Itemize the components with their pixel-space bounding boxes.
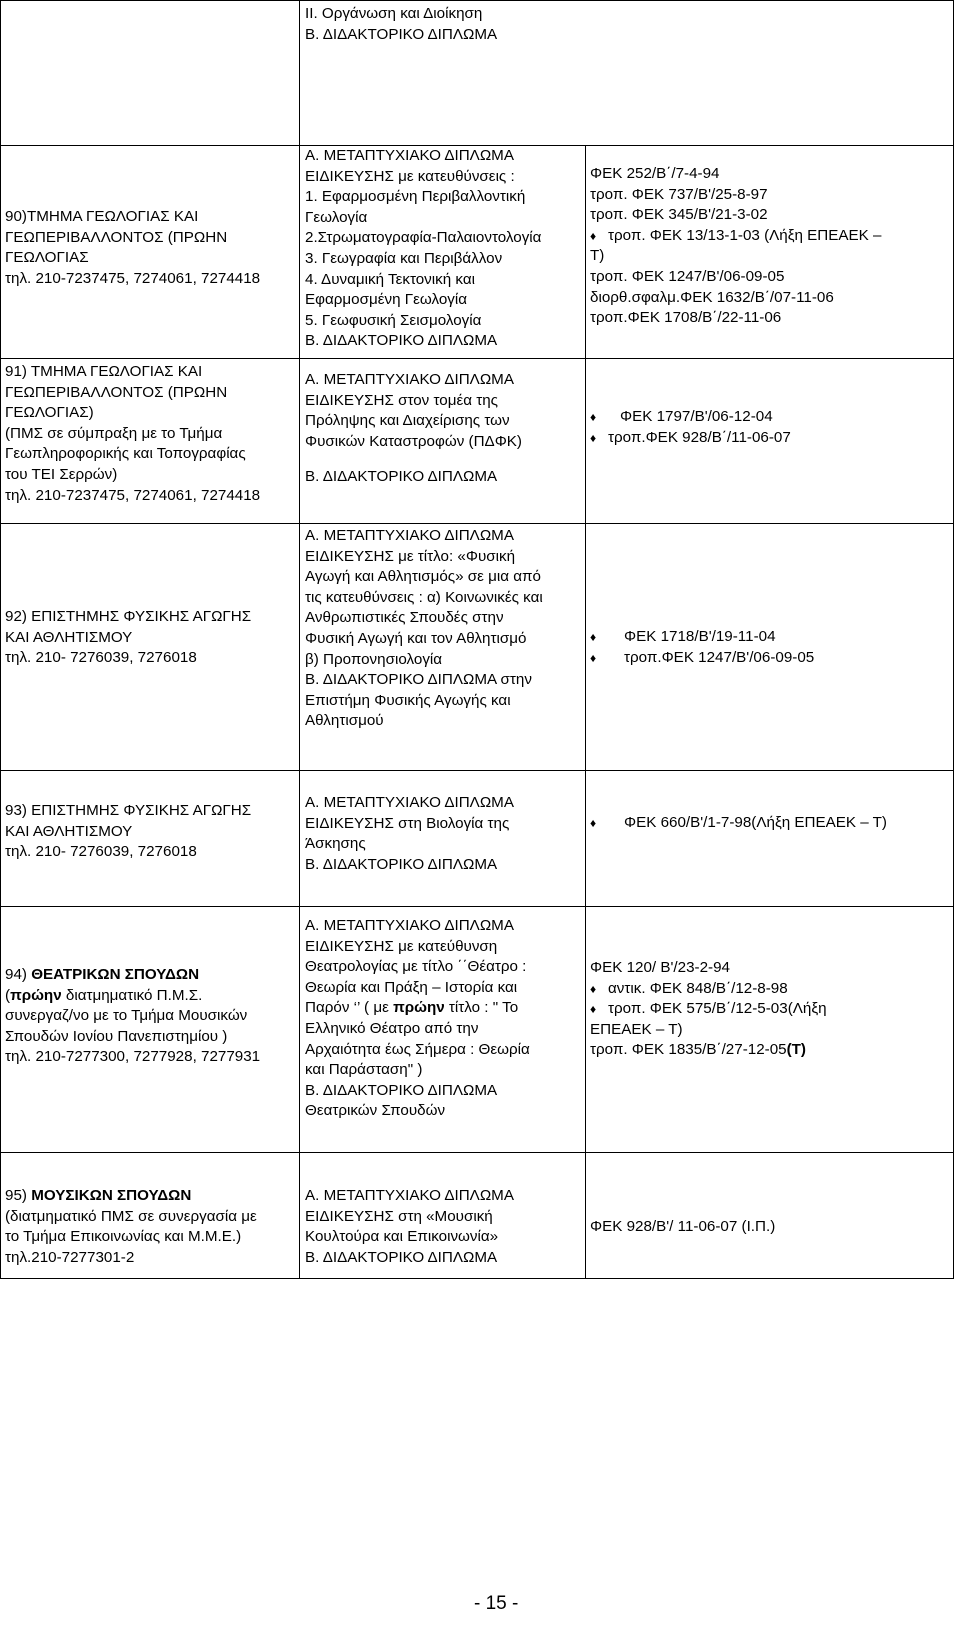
mixed-line xyxy=(590,1040,827,1061)
text-line: Γεωπληροφορικής και Τοπογραφίας xyxy=(5,445,246,463)
text-line: τροπ. ΦΕΚ 13/13-1-03 (Λήξη ΕΠΕΑΕΚ – xyxy=(608,226,882,244)
text-line: Επιστήμη Φυσικής Αγωγής και xyxy=(305,691,511,709)
text-line: Θεατρικών Σπουδών xyxy=(305,1102,446,1120)
text-line: Α. ΜΕΤΑΠΤΥΧΙΑΚΟ ΔΙΠΛΩΜΑ xyxy=(305,147,514,164)
department-cell xyxy=(5,801,251,863)
text-line: Α. ΜΕΤΑΠΤΥΧΙΑΚΟ ΔΙΠΛΩΜΑ xyxy=(305,794,514,811)
text-line: πρώην xyxy=(10,986,62,1004)
text-line: τηλ. 210-7237475, 7274061, 7274418 xyxy=(5,486,261,504)
text-line: τηλ. 210-7237475, 7274061, 7274418 xyxy=(5,269,261,287)
row-border xyxy=(0,0,954,1)
text-line: 5. Γεωφυσική Σεισμολογία xyxy=(305,311,482,329)
dept-title: ΜΟΥΣΙΚΩΝ ΣΠΟΥΔΩΝ xyxy=(31,1187,192,1204)
text-line: τίτλο : " Το xyxy=(448,999,519,1017)
text-line: ΓΕΩΠΕΡΙΒΑΛΛΟΝΤΟΣ (ΠΡΩΗΝ xyxy=(5,383,228,401)
diamond-bullet-icon: ♦ xyxy=(590,430,597,445)
text-line: ΕΙΔΙΚΕΥΣΗΣ με κατευθύνσεις : xyxy=(305,167,515,185)
diamond-bullet-icon: ♦ xyxy=(590,410,597,424)
text-line: τις κατευθύνσεις : α) Κοινωνικές και xyxy=(305,588,543,606)
text-line: διορθ.σφαλμ.ΦΕΚ 1632/Β΄/07-11-06 xyxy=(590,288,834,306)
text-line: II. Οργάνωση και Διοίκηση xyxy=(305,5,483,22)
department-cell xyxy=(5,362,260,506)
text-line: 92) ΕΠΙΣΤΗΜΗΣ ΦΥΣΙΚΗΣ ΑΓΩΓΗΣ xyxy=(5,608,252,625)
text-line: ΚΑΙ ΑΘΛΗΤΙΣΜΟΥ xyxy=(5,822,133,840)
text-line: ΕΙΔΙΚΕΥΣΗΣ με κατεύθυνση xyxy=(305,937,498,955)
fek-cell xyxy=(590,164,881,329)
text-line: τηλ. 210-7277300, 7277928, 7277931 xyxy=(5,1048,261,1066)
text-line: αντικ. ΦΕΚ 848/Β΄/12-8-98 xyxy=(608,979,788,997)
text-line: Β. ΔΙΔΑΚΤΟΡΙΚΟ ΔΙΠΛΩΜΑ xyxy=(305,332,498,350)
text-line: του ΤΕΙ Σερρών) xyxy=(5,465,118,483)
text-line: Άσκησης xyxy=(305,835,366,853)
text-line: Β. ΔΙΔΑΚΤΟΡΙΚΟ ΔΙΠΛΩΜΑ xyxy=(305,468,498,486)
text-line: Αρχαιότητα έως Σήμερα : Θεωρία xyxy=(305,1040,530,1058)
text-line: τροπ.ΦΕΚ 1708/Β΄/22-11-06 xyxy=(590,309,782,327)
text-line: ΓΕΩΛΟΓΙΑΣ xyxy=(5,249,89,267)
text-line: Αγωγή και Αθλητισμός» σε μια από xyxy=(305,568,541,586)
text-line: ΕΠΕΑΕΚ – Τ) xyxy=(590,1020,683,1038)
text-line: (Τ) xyxy=(786,1041,806,1059)
diamond-bullet-icon: ♦ xyxy=(590,1002,597,1017)
diamond-bullet-icon: ♦ xyxy=(590,981,597,996)
text-line: ΦΕΚ 120/ Β'/23-2-94 xyxy=(590,959,730,976)
text-line: και Παράσταση" ) xyxy=(305,1061,423,1079)
text-line: τροπ. ΦΕΚ 1835/Β΄/27-12-05 xyxy=(590,1041,787,1059)
diamond-bullet-icon: ♦ xyxy=(590,630,597,644)
bullet-line xyxy=(590,813,887,834)
text-line: ΕΙΔΙΚΕΥΣΗΣ στη «Μουσική xyxy=(305,1207,493,1225)
text-line: ΚΑΙ ΑΘΛΗΤΙΣΜΟΥ xyxy=(5,628,133,646)
row-border xyxy=(0,358,954,359)
fek-cell xyxy=(590,958,827,1061)
text-line: 94) xyxy=(5,966,27,983)
text-line: συνεργαζ/νο με το Τμήμα Μουσικών xyxy=(5,1007,248,1025)
text-line: ΦΕΚ 252/Β΄/7-4-94 xyxy=(590,165,720,182)
programs-cell xyxy=(305,370,522,488)
text-line: 3. Γεωγραφία και Περιβάλλον xyxy=(305,249,503,267)
text-line: (ΠΜΣ σε σύμπραξη με το Τμήμα xyxy=(5,424,223,442)
text-line: 2.Στρωματογραφία-Παλαιοντολογία xyxy=(305,229,542,247)
text-line: Φυσική Αγωγή και τον Αθλητισμό xyxy=(305,629,527,647)
text-line: τροπ.ΦΕΚ 928/Β΄/11-06-07 xyxy=(608,428,791,446)
fek-cell xyxy=(590,627,814,668)
programs-cell xyxy=(305,793,514,875)
text-line: Β. ΔΙΔΑΚΤΟΡΙΚΟ ΔΙΠΛΩΜΑ xyxy=(305,1248,498,1266)
department-cell xyxy=(5,965,260,1068)
text-line: Φυσικών Καταστροφών (ΠΔΦΚ) xyxy=(305,432,522,450)
text-line: Τ) xyxy=(590,247,605,265)
programs-cell xyxy=(305,1186,514,1268)
department-cell xyxy=(5,207,260,289)
text-line: Πρόληψης και Διαχείρισης των xyxy=(305,412,510,430)
text-line: Θεατρολογίας με τίτλο ΄΄Θέατρο : xyxy=(305,958,527,976)
text-line: Β. ΔΙΔΑΚΤΟΡΙΚΟ ΔΙΠΛΩΜΑ στην xyxy=(305,671,532,689)
text-line: ΓΕΩΠΕΡΙΒΑΛΛΟΝΤΟΣ (ΠΡΩΗΝ xyxy=(5,228,228,246)
text-line: 95) xyxy=(5,1187,27,1204)
text-line: Σπουδών Ιονίου Πανεπιστημίου ) xyxy=(5,1027,228,1045)
text-line: τηλ.210-7277301-2 xyxy=(5,1248,135,1266)
text-line: διατμηματικό Π.Μ.Σ. xyxy=(65,986,203,1004)
fek-cell xyxy=(590,407,791,448)
fek-cell xyxy=(590,813,887,834)
text-line: ΕΙΔΙΚΕΥΣΗΣ με τίτλο: «Φυσική xyxy=(305,547,516,565)
text-line: τροπ. ΦΕΚ 575/Β΄/12-5-03(Λήξη xyxy=(608,1000,827,1018)
row-border xyxy=(0,523,954,524)
row-border xyxy=(0,770,954,771)
text-line: Β. ΔΙΔΑΚΤΟΡΙΚΟ ΔΙΠΛΩΜΑ xyxy=(305,1081,498,1099)
department-cell xyxy=(5,1186,257,1268)
programs-cell xyxy=(305,526,543,732)
bullet-line xyxy=(590,999,827,1020)
mixed-line xyxy=(305,998,530,1019)
text-line: (διατμηματικό ΠΜΣ σε συνεργασία με xyxy=(5,1207,257,1225)
text-line: τηλ. 210- 7276039, 7276018 xyxy=(5,649,197,667)
department-cell xyxy=(5,607,251,669)
column-border xyxy=(299,0,300,1279)
text-line: τροπ. ΦΕΚ 345/Β'/21-3-02 xyxy=(590,206,768,224)
text-line: Α. ΜΕΤΑΠΤΥΧΙΑΚΟ ΔΙΠΛΩΜΑ xyxy=(305,1187,514,1204)
bullet-line xyxy=(590,226,881,247)
dept-title-line xyxy=(5,1186,257,1207)
text-line: Ελληνικό Θέατρο από την xyxy=(305,1019,479,1037)
bullet-line xyxy=(590,648,814,669)
column-border xyxy=(953,0,954,1279)
text-line: τροπ. ΦΕΚ 737/Β'/25-8-97 xyxy=(590,185,768,203)
text-line: Α. ΜΕΤΑΠΤΥΧΙΑΚΟ ΔΙΠΛΩΜΑ xyxy=(305,527,514,544)
text-line: ΦΕΚ 928/Β'/ 11-06-07 (Ι.Π.) xyxy=(590,1218,776,1235)
fek-cell xyxy=(590,1217,775,1238)
dept-title-line xyxy=(5,965,260,986)
bullet-line xyxy=(590,979,827,1000)
top-row-text xyxy=(305,4,497,45)
text-line: Παρόν ‘’ ( με xyxy=(305,999,389,1017)
text-line: Α. ΜΕΤΑΠΤΥΧΙΑΚΟ ΔΙΠΛΩΜΑ xyxy=(305,917,514,934)
text-line: Β. ΔΙΔΑΚΤΟΡΙΚΟ ΔΙΠΛΩΜΑ xyxy=(305,25,498,43)
text-line: πρώην xyxy=(393,999,445,1017)
text-line: Εφαρμοσμένη Γεωλογία xyxy=(305,291,468,309)
text-line: β) Προπονησιολογία xyxy=(305,650,443,668)
text-line: 93) ΕΠΙΣΤΗΜΗΣ ΦΥΣΙΚΗΣ ΑΓΩΓΗΣ xyxy=(5,802,252,819)
text-line: τηλ. 210- 7276039, 7276018 xyxy=(5,843,197,861)
text-line: ΦΕΚ 660/Β'/1-7-98(Λήξη ΕΠΕΑΕΚ – Τ) xyxy=(624,814,887,831)
text-line: Α. ΜΕΤΑΠΤΥΧΙΑΚΟ ΔΙΠΛΩΜΑ xyxy=(305,371,514,388)
text-line: Αθλητισμού xyxy=(305,712,384,730)
bullet-line xyxy=(590,407,791,428)
text-line: Β. ΔΙΔΑΚΤΟΡΙΚΟ ΔΙΠΛΩΜΑ xyxy=(305,855,498,873)
row-border xyxy=(0,1152,954,1153)
text-line: ΓΕΩΛΟΓΙΑΣ) xyxy=(5,404,94,422)
bullet-line xyxy=(590,627,814,648)
row-border xyxy=(0,1278,954,1279)
text-line: ΦΕΚ 1797/Β'/06-12-04 xyxy=(620,408,773,425)
text-line: τροπ. ΦΕΚ 1247/Β'/06-09-05 xyxy=(590,267,785,285)
diamond-bullet-icon: ♦ xyxy=(590,816,597,830)
text-line: ( xyxy=(5,986,11,1004)
dept-title: ΘΕΑΤΡΙΚΩΝ ΣΠΟΥΔΩΝ xyxy=(31,966,200,983)
diamond-bullet-icon: ♦ xyxy=(590,650,597,665)
text-line: ΦΕΚ 1718/Β'/19-11-04 xyxy=(624,628,776,645)
page-number: - 15 - xyxy=(474,1593,519,1614)
bullet-line xyxy=(590,428,791,449)
text-line: 1. Εφαρμοσμένη Περιβαλλοντική xyxy=(305,188,526,206)
text-line: ΕΙΔΙΚΕΥΣΗΣ στη Βιολογία της xyxy=(305,814,510,832)
text-line: 4. Δυναμική Τεκτονική και xyxy=(305,270,475,288)
text-line: 90)ΤΜΗΜΑ ΓΕΩΛΟΓΙΑΣ ΚΑΙ xyxy=(5,208,199,225)
text-line: τροπ.ΦΕΚ 1247/Β'/06-09-05 xyxy=(624,648,815,666)
text-line: ΕΙΔΙΚΕΥΣΗΣ στον τομέα της xyxy=(305,391,499,409)
text-line: Ανθρωπιστικές Σπουδές στην xyxy=(305,609,504,627)
text-line: 91) ΤΜΗΜΑ ΓΕΩΛΟΓΙΑΣ ΚΑΙ xyxy=(5,363,203,380)
text-line: Γεωλογία xyxy=(305,208,368,226)
dept-line-2 xyxy=(5,986,260,1007)
diamond-bullet-icon: ♦ xyxy=(590,228,597,243)
programs-cell xyxy=(305,146,541,352)
row-border xyxy=(0,906,954,907)
text-line: Κουλτούρα και Επικοινωνία» xyxy=(305,1228,499,1246)
text-line: το Τμήμα Επικοινωνίας και Μ.Μ.Ε.) xyxy=(5,1228,242,1246)
programs-cell xyxy=(305,916,530,1122)
text-line: Θεωρία και Πράξη – Ιστορία και xyxy=(305,978,518,996)
column-border xyxy=(585,145,586,1279)
column-border xyxy=(0,0,1,1279)
